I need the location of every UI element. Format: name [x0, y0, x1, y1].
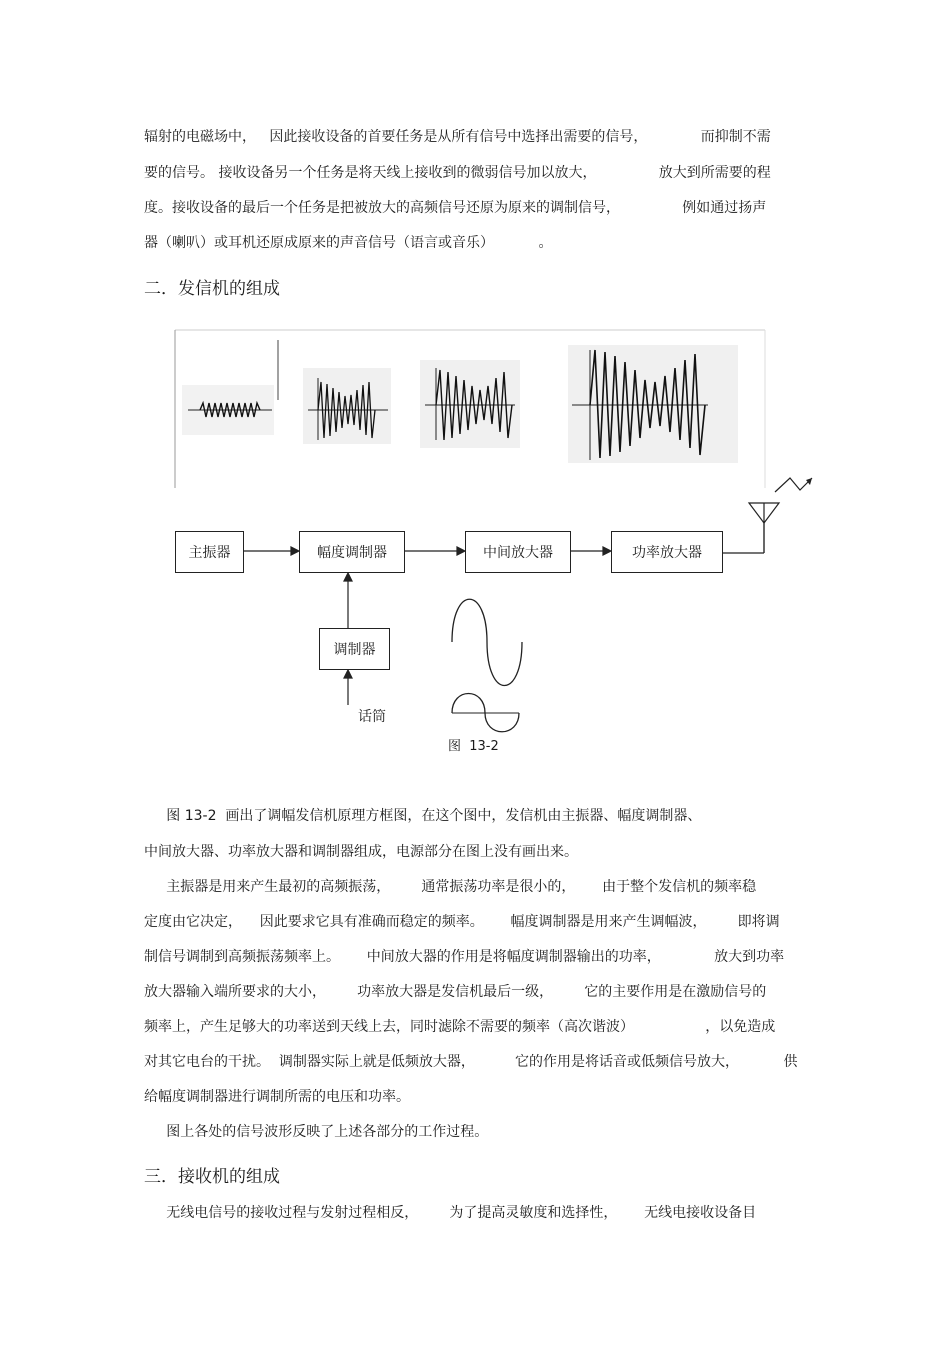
- body-line-10: 图上各处的信号波形反映了上述各部分的工作过程。: [144, 1124, 489, 1140]
- block-power-amplifier: 功率放大器: [611, 531, 723, 573]
- intro-line-1: 辐射的电磁场中， 因此接收设备的首要任务是从所有信号中选择出需要的信号， 而抑制不需: [144, 129, 771, 145]
- am-waveform-2: [420, 360, 520, 448]
- carrier-waveform: [182, 385, 274, 435]
- am-waveform-1: [303, 368, 391, 444]
- block-am-modulator: 幅度调制器: [299, 531, 405, 573]
- intro-line-3: 度。接收设备的最后一个任务是把被放大的高频信号还原为原来的调制信号， 例如通过扬声: [144, 200, 767, 216]
- antenna-icon: [749, 478, 812, 553]
- body-line-5: 制信号调制到高频振荡频率上。 中间放大器的作用是将幅度调制器输出的功率， 放大到功率: [144, 949, 785, 965]
- body-line-3: 主振器是用来产生最初的高频振荡， 通常振荡功率是很小的， 由于整个发信机的频率稳: [144, 879, 757, 895]
- receiver-line-1: 无线电信号的接收过程与发射过程相反， 为了提高灵敏度和选择性， 无线电接收设备目: [144, 1205, 757, 1221]
- modulating-sine-waves: [452, 599, 522, 732]
- body-line-9: 给幅度调制器进行调制所需的电压和功率。: [144, 1089, 410, 1105]
- am-waveform-3: [568, 345, 738, 463]
- body-line-2: 中间放大器、功率放大器和调制器组成，电源部分在图上没有画出来。: [144, 844, 578, 860]
- block-master-oscillator: 主振器: [175, 531, 244, 573]
- figure-caption: 图 13-2: [448, 739, 499, 754]
- body-line-7: 频率上，产生足够大的功率送到天线上去，同时滤除不需要的频率（高次谐波） ，以免造成: [144, 1019, 776, 1035]
- section-heading-receiver: 三．接收机的组成: [144, 1167, 280, 1187]
- body-line-8: 对其它电台的干扰。 调制器实际上就是低频放大器， 它的作用是将话音或低频信号放大， 供: [144, 1054, 798, 1070]
- body-line-4: 定度由它决定， 因此要求它具有准确而稳定的频率。 幅度调制器是用来产生调幅波， 即将调: [144, 914, 780, 930]
- block-modulator: 调制器: [319, 628, 390, 670]
- intro-line-4: 器（喇叭）或耳机还原成原来的声音信号（语言或音乐） 。: [144, 235, 553, 251]
- body-line-1: 图 13-2 画出了调幅发信机原理方框图，在这个图中，发信机由主振器、幅度调制器、: [144, 808, 702, 824]
- intro-line-2: 要的信号。 接收设备另一个任务是将天线上接收到的微弱信号加以放大， 放大到所需要的程: [144, 165, 771, 181]
- block-intermediate-amplifier: 中间放大器: [465, 531, 571, 573]
- section-heading-transmitter: 二．发信机的组成: [144, 279, 280, 299]
- microphone-label: 话筒: [358, 709, 386, 725]
- body-line-6: 放大器输入端所要求的大小， 功率放大器是发信机最后一级， 它的主要作用是在激励信号的: [144, 984, 767, 1000]
